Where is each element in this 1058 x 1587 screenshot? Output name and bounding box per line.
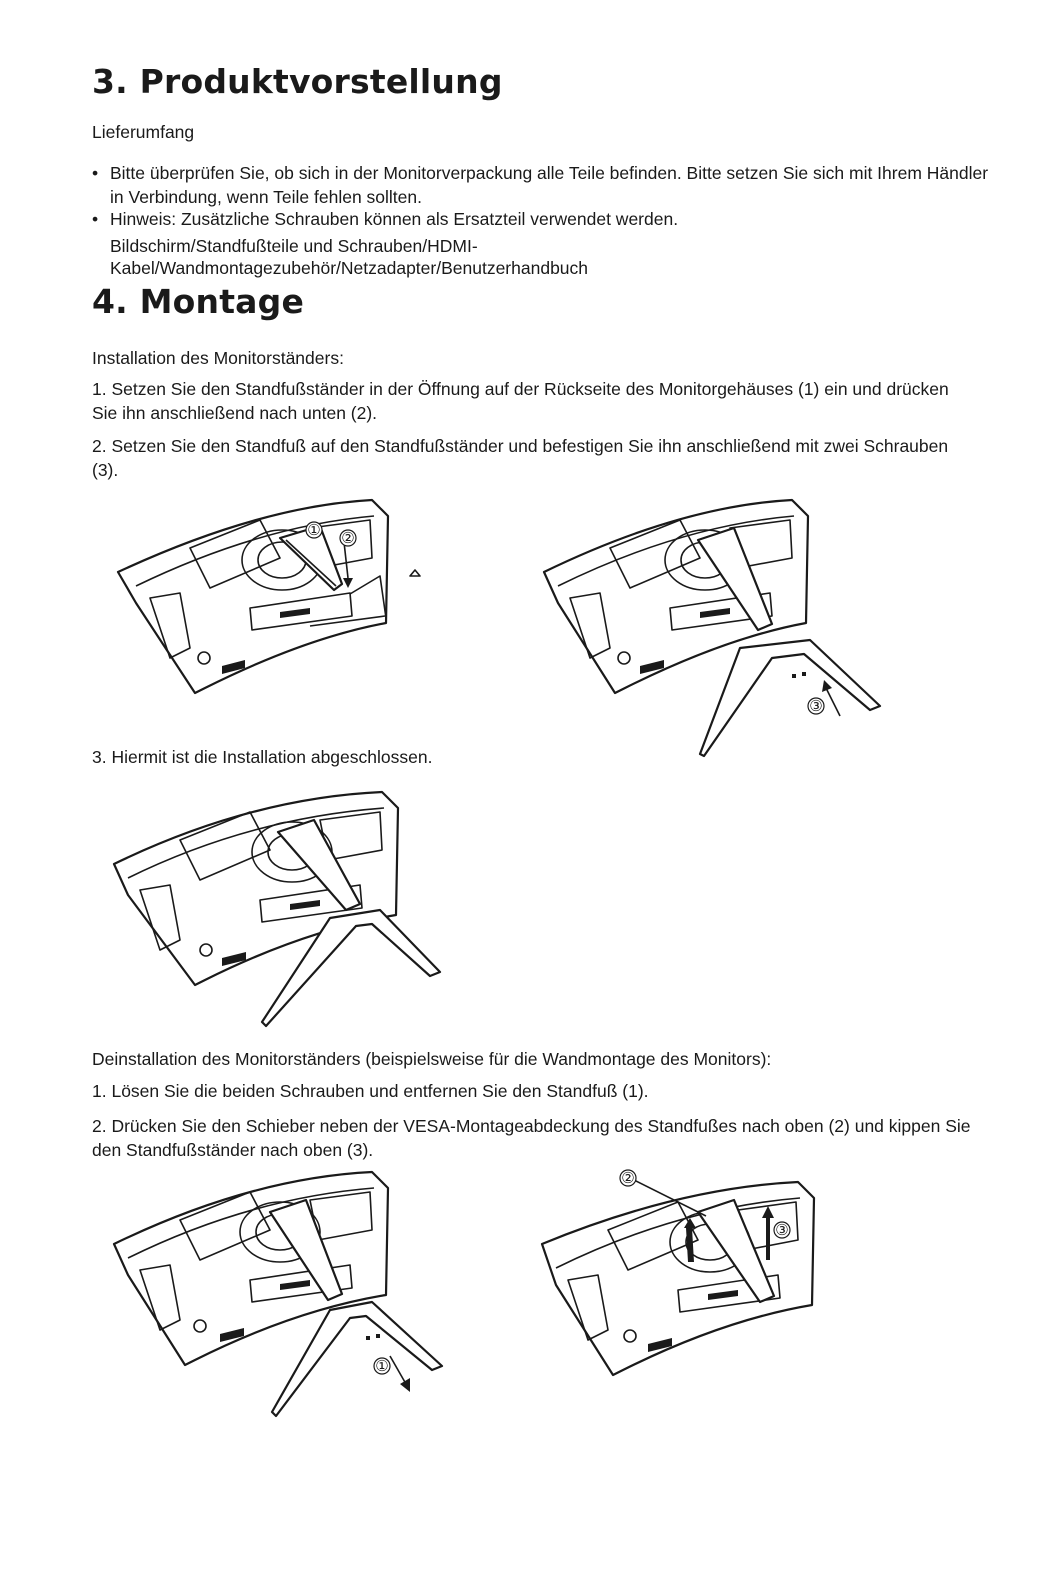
- callout-3-uninstall: ③: [775, 1221, 789, 1239]
- section4-heading: 4. Montage: [92, 282, 305, 321]
- package-contents-line2: Kabel/Wandmontagezubehör/Netzadapter/Benutzerhandbuch: [110, 258, 589, 278]
- install-step-3: 3. Hiermit ist die Installation abgeschlossen.: [92, 747, 433, 767]
- callout-2: ②: [341, 529, 355, 547]
- install-step-2: 2. Setzen Sie den Standfuß auf den Standfußständer und befestigen Sie ihn anschließend mit zwei Schrauben (3).: [92, 436, 949, 480]
- uninstall-step-2: 2. Drücken Sie den Schieber neben der VESA-Montageabdeckung des Standfußes nach oben (2) und kippen Sie den Standfußständer nach oben (3).: [92, 1116, 971, 1160]
- uninstall-step-1: 1. Lösen Sie die beiden Schrauben und entfernen Sie den Standfuß (1).: [92, 1081, 649, 1101]
- bullet-check-contents: • Bitte überprüfen Sie, ob sich in der Monitorverpackung alle Teile befinden. Bitte setzen Sie sich mit Ihrem Händler in Verbindung, wenn Teile fehlen sollten.: [92, 161, 1000, 209]
- uninstall-title: Deinstallation des Monitorständers (beispielsweise für die Wandmontage des Monitors):: [92, 1049, 772, 1069]
- figure-install-complete: [110, 790, 470, 1030]
- callout-1: ①: [307, 521, 321, 539]
- callout-1-uninstall: ①: [375, 1357, 389, 1375]
- section3-subheading: Lieferumfang: [92, 122, 195, 142]
- figure-uninstall-step1: [110, 1170, 470, 1420]
- section3-heading: 3. Produktvorstellung: [92, 62, 503, 101]
- package-contents-line1: Bildschirm/Standfußteile und Schrauben/HDMI-: [110, 236, 478, 256]
- bullet-spare-screws: • Hinweis: Zusätzliche Schrauben können als Ersatzteil verwendet werden.: [92, 207, 1000, 231]
- callout-2-uninstall: ②: [621, 1169, 635, 1187]
- install-step-1: 1. Setzen Sie den Standfußständer in der Öffnung auf der Rückseite des Monitorgehäuses (1) ein und drücken Sie ihn anschließend nach unten (2).: [92, 379, 949, 423]
- figure-uninstall-step2: [538, 1170, 898, 1380]
- callout-3: ③: [809, 697, 823, 715]
- figure-install-step1: [110, 498, 500, 698]
- figure-install-step2: [540, 498, 900, 758]
- install-title: Installation des Monitorständers:: [92, 348, 344, 368]
